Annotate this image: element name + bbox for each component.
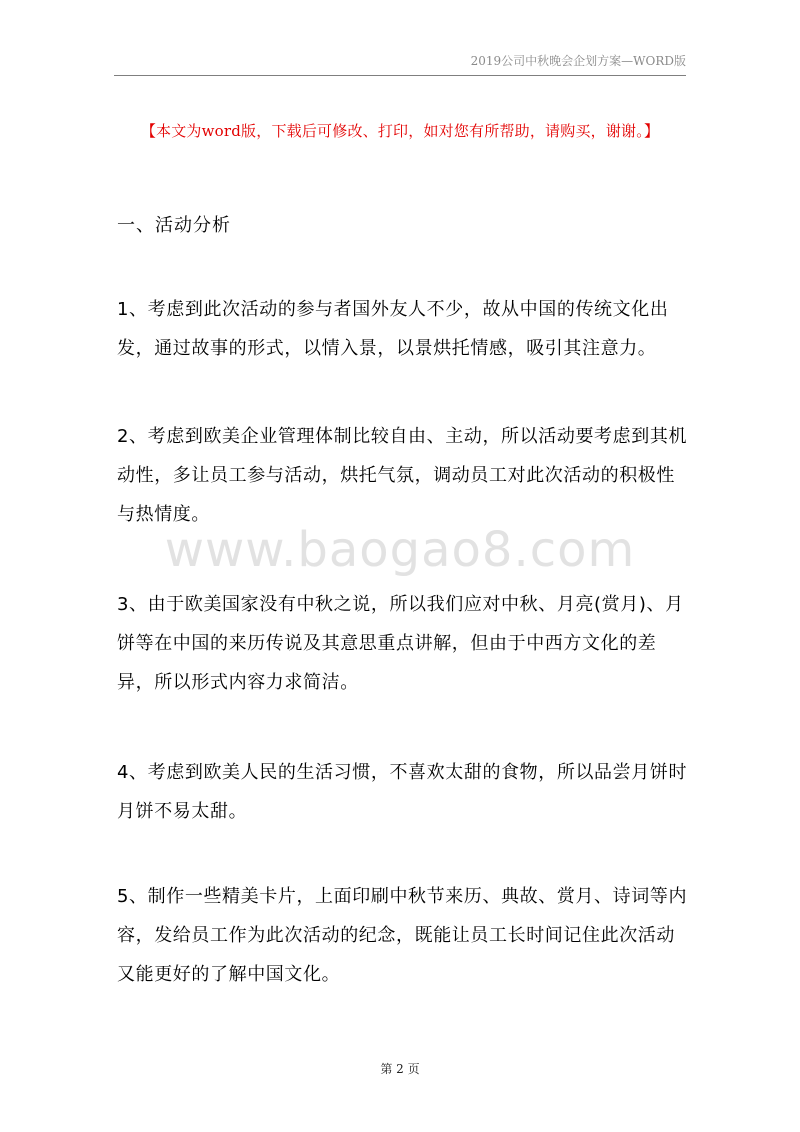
paragraph-1: 1、考虑到此次活动的参与者国外友人不少，故从中国的传统文化出发，通过故事的形式，以情入景，以景烘托情感，吸引其注意力。 <box>117 299 669 359</box>
paragraph-2: 2、考虑到欧美企业管理体制比较自由、主动，所以活动要考虑到其机动性，多让员工参与活动，烘托气氛，调动员工对此次活动的积极性与热情度。 <box>117 426 688 525</box>
page-number: 第 2 页 <box>380 1062 420 1076</box>
paragraph-3: 3、由于欧美国家没有中秋之说，所以我们应对中秋、月亮(赏月)、月饼等在中国的来历传说及其意思重点讲解，但由于中西方文化的差异，所以形式内容力求简洁。 <box>117 594 684 693</box>
section-heading: 一、活动分析 <box>117 215 231 236</box>
header-title: 2019公司中秋晚会企划方案—WORD版 <box>470 54 686 68</box>
watermark-text: www.baogao8.com <box>164 522 636 578</box>
paragraph-4: 4、考虑到欧美人民的生活习惯，不喜欢太甜的食物，所以品尝月饼时月饼不易太甜。 <box>117 762 688 822</box>
header-rule <box>114 75 686 76</box>
paragraph-5: 5、制作一些精美卡片，上面印刷中秋节来历、典故、赏月、诗词等内容，发给员工作为此次活动的纪念，既能让员工长时间记住此次活动又能更好的了解中国文化。 <box>117 886 688 985</box>
purchase-notice: 【本文为word版，下载后可修改、打印，如对您有所帮助，请购买，谢谢。】 <box>140 122 660 140</box>
